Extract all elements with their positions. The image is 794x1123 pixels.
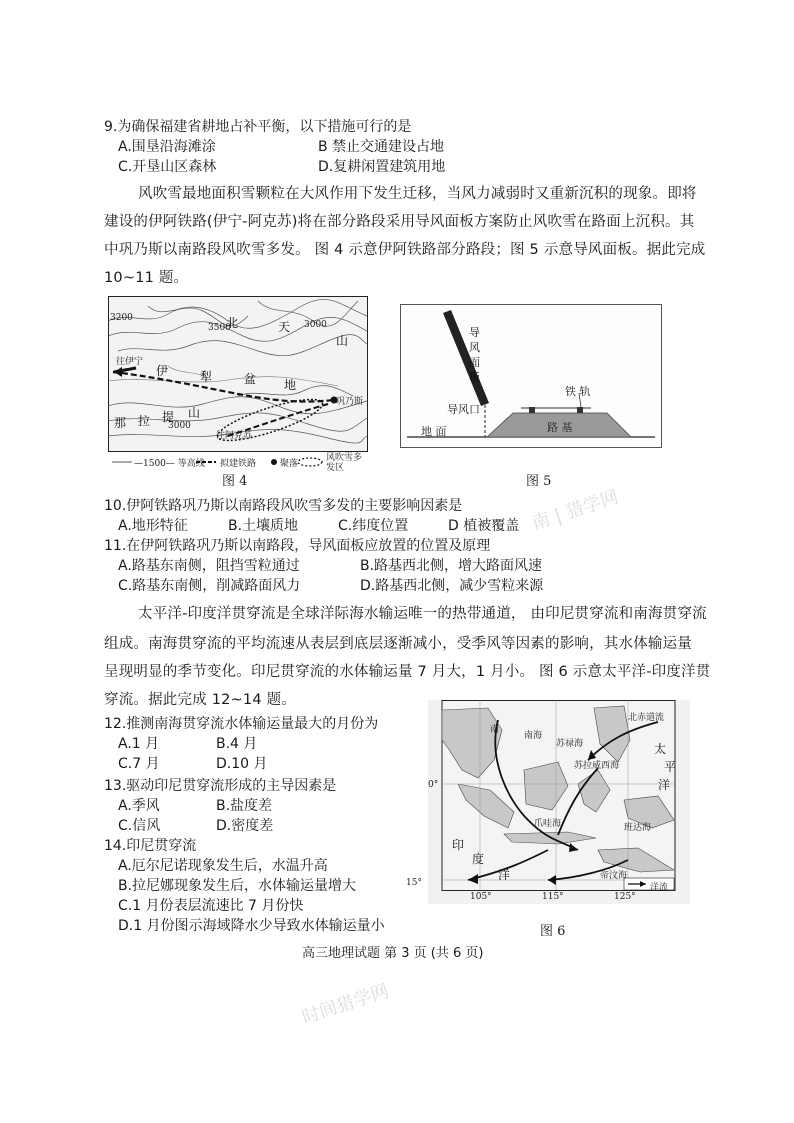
yang2-label: 洋 [498, 868, 511, 882]
passage1-line1: 风吹雪最地面积雪颗粒在大风作用下发生迁移，当风力减弱时又重新沉积的现象。即将 [138, 186, 697, 202]
rail-label: 铁 轨 [565, 385, 591, 398]
q10-option-c: C.纬度位置 [338, 518, 409, 534]
figure-6-map [406, 700, 690, 904]
ground-label: 地 面 [421, 425, 447, 438]
lat-0-label: 0° [428, 780, 439, 790]
ping-label: 平 [664, 760, 677, 774]
figure-6-caption: 图 6 [540, 924, 566, 939]
di-label: 地 [284, 378, 297, 392]
contour-3500-label: 3500 [208, 323, 231, 333]
yang-label: 洋 [658, 778, 671, 792]
passage1-line2: 建设的伊阿铁路(伊宁-阿克苏)将在部分路段采用导风面板方案防止风吹雪在路面上沉积。其 [104, 214, 695, 230]
la-label: 拉 [138, 414, 151, 428]
bei-label: 北 [226, 316, 239, 330]
q14-stem: 14.印尼贯穿流 [104, 838, 197, 854]
timor-sea-label: 帝汶海 [600, 871, 628, 881]
q14-option-a: A.厄尔尼诺现象发生后，水温升高 [118, 858, 328, 874]
li-label: 犁 [200, 370, 213, 384]
q13-option-a: A.季风 [118, 798, 160, 814]
q9-option-d: D.复耕闲置建筑用地 [318, 159, 446, 175]
q9-option-b: B 禁止交通建设占地 [318, 139, 445, 155]
south-china-sea-label: 南海 [524, 731, 543, 741]
passage2-line3: 呈现明显的季节变化。印尼贯穿流的水体输运量 7 月大，1 月小。 图 6 示意太平洋-印度洋贯 [104, 664, 711, 680]
roadbed-label: 路 基 [547, 421, 573, 434]
north-equatorial-current-label: 北赤道流 [628, 713, 665, 723]
sulawesi-sea-label: 苏拉威西海 [574, 761, 620, 771]
contour-3000-label-a: 3000 [304, 320, 327, 330]
sulu-sea-label: 苏禄海 [556, 739, 584, 749]
tai-label: 太 [654, 742, 667, 756]
q14-option-b: B.拉尼娜现象发生后，水体输运量增大 [118, 878, 357, 894]
lon-115-label: 115° [542, 892, 564, 902]
q12-option-a: A.1 月 [118, 736, 160, 752]
legend-railway: 拟建铁路 [220, 459, 257, 469]
yili-label: 伊 [156, 364, 169, 378]
q12-option-b: B.4 月 [216, 736, 258, 752]
q13-option-b: B.盐度差 [216, 798, 273, 814]
page-footer: 高三地理试题 第 3 页 (共 6 页) [302, 946, 484, 961]
tian-label: 天 [278, 320, 291, 334]
q9-option-a: A.围垦沿海滩涂 [118, 139, 216, 155]
watermark-2: 时间猎学网 [299, 980, 392, 1029]
passage2-line1: 太平洋-印度洋贯穿流是全球洋际海水输运唯一的热带通道， 由印尼贯穿流和南海贯穿流 [138, 606, 707, 622]
gap-label: 导风口 [447, 403, 480, 416]
lon-125-label: 125° [614, 892, 636, 902]
figure-5-caption: 图 5 [526, 474, 552, 489]
passage1-line3: 中巩乃斯以南路段风吹雪多发。 图 4 示意伊阿铁路部分路段；图 5 示意导风面板。据此完成 [104, 242, 706, 258]
lon-105-label: 105° [470, 892, 492, 902]
shan2-label: 山 [188, 406, 201, 420]
q14-option-c: C.1 月份表层流速比 7 月份快 [118, 898, 304, 914]
figure-4-map [108, 296, 368, 474]
banda-sea-label: 班达海 [624, 823, 652, 833]
yin-label: 印 [452, 838, 465, 852]
java-sea-label: 爪哇海 [534, 819, 562, 829]
q11-option-d: D.路基西北侧，减少雪粒来源 [360, 578, 544, 594]
pen-label: 盆 [244, 372, 257, 386]
contour-3000-label-b: 3000 [168, 421, 191, 431]
legend-snowzone: 风吹雪多发区 [326, 453, 363, 473]
lat-15-label: 15° [406, 878, 422, 888]
na-label: 那 [114, 416, 127, 430]
q11-option-c: C.路基东南侧，削减路面风力 [118, 578, 301, 594]
q12-option-d: D.10 月 [216, 756, 268, 772]
gongnaisi-label: 巩乃斯 [336, 397, 364, 407]
q12-option-c: C.7 月 [118, 756, 160, 772]
legend-contour: —1500— 等高线 [134, 459, 205, 469]
shan-label: 山 [336, 334, 349, 348]
q13-option-d: D.密度差 [216, 818, 274, 834]
q9-stem: 9.为确保福建省耕地占补平衡，以下措施可行的是 [104, 119, 412, 135]
panel-label: 导风面板 [469, 326, 480, 384]
nan-label: 南 [490, 725, 500, 735]
current-legend-label: 洋流 [650, 883, 669, 893]
passage1-line4: 10~11 题。 [104, 270, 189, 286]
ti-label: 提 [162, 410, 175, 424]
q13-stem: 13.驱动印尼贯穿流形成的主导因素是 [104, 778, 337, 794]
q11-option-b: B.路基西北侧，增大路面风速 [360, 558, 543, 574]
q9-option-c: C.开垦山区森林 [118, 159, 217, 175]
passage2-line4: 穿流。据此完成 12~14 题。 [104, 692, 296, 708]
legend-settlement: 聚落 [280, 459, 299, 469]
q11-stem: 11.在伊阿铁路巩乃斯以南路段，导风面板应放置的位置及原理 [104, 538, 491, 554]
to-yining-label: 往伊宁 [116, 357, 144, 367]
contour-3200-label: 3200 [110, 313, 133, 323]
q10-stem: 10.伊阿铁路巩乃斯以南路段风吹雪多发的主要影响因素是 [104, 498, 463, 514]
q12-stem: 12.推测南海贯穿流水体输运量最大的月份为 [104, 716, 379, 732]
q14-option-d: D.1 月份图示海域降水少导致水体输运量小 [118, 918, 385, 934]
figure-5-diagram [400, 304, 662, 448]
passage2-line2: 组成。南海贯穿流的平均流速从表层到底层逐渐减小，受季风等因素的影响，其水体输运量 [104, 636, 692, 652]
q10-option-a: A.地形特征 [118, 518, 188, 534]
figure-4-caption: 图 4 [222, 474, 248, 489]
du-label: 度 [472, 852, 485, 866]
q10-option-b: B.土壤质地 [228, 518, 299, 534]
watermark-1: 南 | 猎学网 [529, 486, 622, 535]
q10-option-d: D 植被覆盖 [448, 518, 520, 534]
q11-option-a: A.路基东南侧，阻挡雪粒通过 [118, 558, 300, 574]
figure-6-svg [428, 700, 690, 904]
q13-option-c: C.信风 [118, 818, 161, 834]
to-akesu-label: 往阿克苏 [216, 431, 253, 441]
